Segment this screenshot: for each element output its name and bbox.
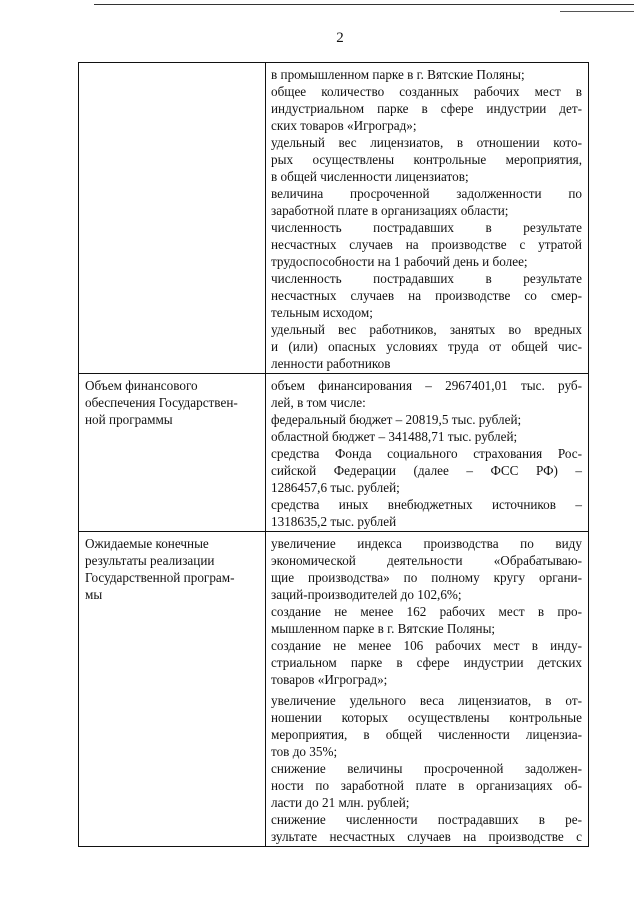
text-line: зультате несчастных случаев на производстве с (271, 829, 582, 844)
text-line: мероприятия, в общей численности лицензиа- (271, 727, 582, 742)
label-line: ной программы (85, 412, 173, 427)
text-line: в общей численности лицензиатов; (271, 169, 469, 184)
row-label-cell (79, 63, 265, 373)
label-line: результаты реализации (85, 553, 215, 568)
scan-top-line (94, 4, 634, 5)
table-row (79, 63, 588, 373)
row-label-cell (79, 532, 265, 846)
row-content-cell (265, 63, 588, 373)
passport-table (78, 62, 589, 847)
text-line: средства Фонда социального страхования Рос- (271, 446, 582, 461)
text-line: областной бюджет – 341488,71 тыс. рублей; (271, 429, 518, 444)
text-line: стриальном парке в сфере индустрии детских (271, 655, 582, 670)
text-line: сийской Федерации (далее – ФСС РФ) – (271, 463, 582, 478)
text-line: заций-производителей до 102,6%; (271, 587, 462, 602)
text-line: федеральный бюджет – 20819,5 тыс. рублей; (271, 412, 522, 427)
text-line: трудоспособности на 1 рабочий день и более; (271, 254, 528, 269)
text-line: в промышленном парке в г. Вятские Поляны; (271, 67, 525, 82)
label-line: Объем финансового (85, 378, 198, 393)
text-line: объем финансирования – 2967401,01 тыс. руб- (271, 378, 582, 393)
text-line: заработной плате в организациях области; (271, 203, 509, 218)
text-line: величина просроченной задолженности по (271, 186, 582, 201)
scan-top-line-2 (560, 11, 634, 12)
text-line: тов до 35%; (271, 744, 338, 759)
text-line: экономической деятельности «Обрабатываю- (271, 553, 582, 568)
text-line: ласти до 21 млн. рублей; (271, 795, 410, 810)
label-line: Ожидаемые конечные (85, 536, 209, 551)
text-line: увеличение удельного веса лицензиатов, в от- (271, 693, 582, 708)
text-line: ленности работников (271, 356, 391, 371)
text-line: несчастных случаев на производстве со смер- (271, 288, 582, 303)
text-line: общее количество созданных рабочих мест в (271, 84, 582, 99)
text-line: снижение численности пострадавших в ре- (271, 812, 582, 827)
text-line: лей, в том числе: (271, 395, 366, 410)
text-line: рых осуществлены контрольные мероприятия, (271, 152, 582, 167)
text-line: товаров «Игроград»; (271, 672, 388, 687)
text-line: создание не менее 106 рабочих мест в инду- (271, 638, 582, 653)
text-line: удельный вес лицензиатов, в отношении кото- (271, 135, 582, 150)
text-line: снижение величины просроченной задолжен- (271, 761, 582, 776)
text-line: средства иных внебюджетных источников – (271, 497, 582, 512)
text-line: удельный вес работников, занятых во вредных (271, 322, 582, 337)
row-label-cell (79, 374, 265, 531)
text-line: ских товаров «Игроград»; (271, 118, 417, 133)
text-line: мышленном парке в г. Вятские Поляны; (271, 621, 496, 636)
label-line: мы (85, 587, 103, 602)
table-row (79, 373, 588, 531)
text-line: численность пострадавших в результате (271, 271, 582, 286)
text-line: ношении которых осуществлены контрольные (271, 710, 582, 725)
text-line: тельным исходом; (271, 305, 373, 320)
text-line: создание не менее 162 рабочих мест в про- (271, 604, 582, 619)
table-row (79, 531, 588, 846)
text-line: индустриальном парке в сфере индустрии дет- (271, 101, 582, 116)
text-line: щие производства» по полному кругу органи- (271, 570, 582, 585)
label-line: обеспечения Государствен- (85, 395, 238, 410)
text-line: 1318635,2 тыс. рублей (271, 514, 397, 529)
text-line: численность пострадавших в результате (271, 220, 582, 235)
page-number: 2 (336, 30, 344, 46)
text-line: ности по заработной плате в организациях об- (271, 778, 582, 793)
text-line: 1286457,6 тыс. рублей; (271, 480, 400, 495)
row-content-cell (265, 374, 588, 531)
text-line: и (или) опасных условиях труда от общей чис- (271, 339, 582, 354)
label-line: Государственной програм- (85, 570, 235, 585)
row-content-cell (265, 532, 588, 846)
text-line: несчастных случаев на производстве с утратой (271, 237, 582, 252)
text-line: увеличение индекса производства по виду (271, 536, 582, 551)
